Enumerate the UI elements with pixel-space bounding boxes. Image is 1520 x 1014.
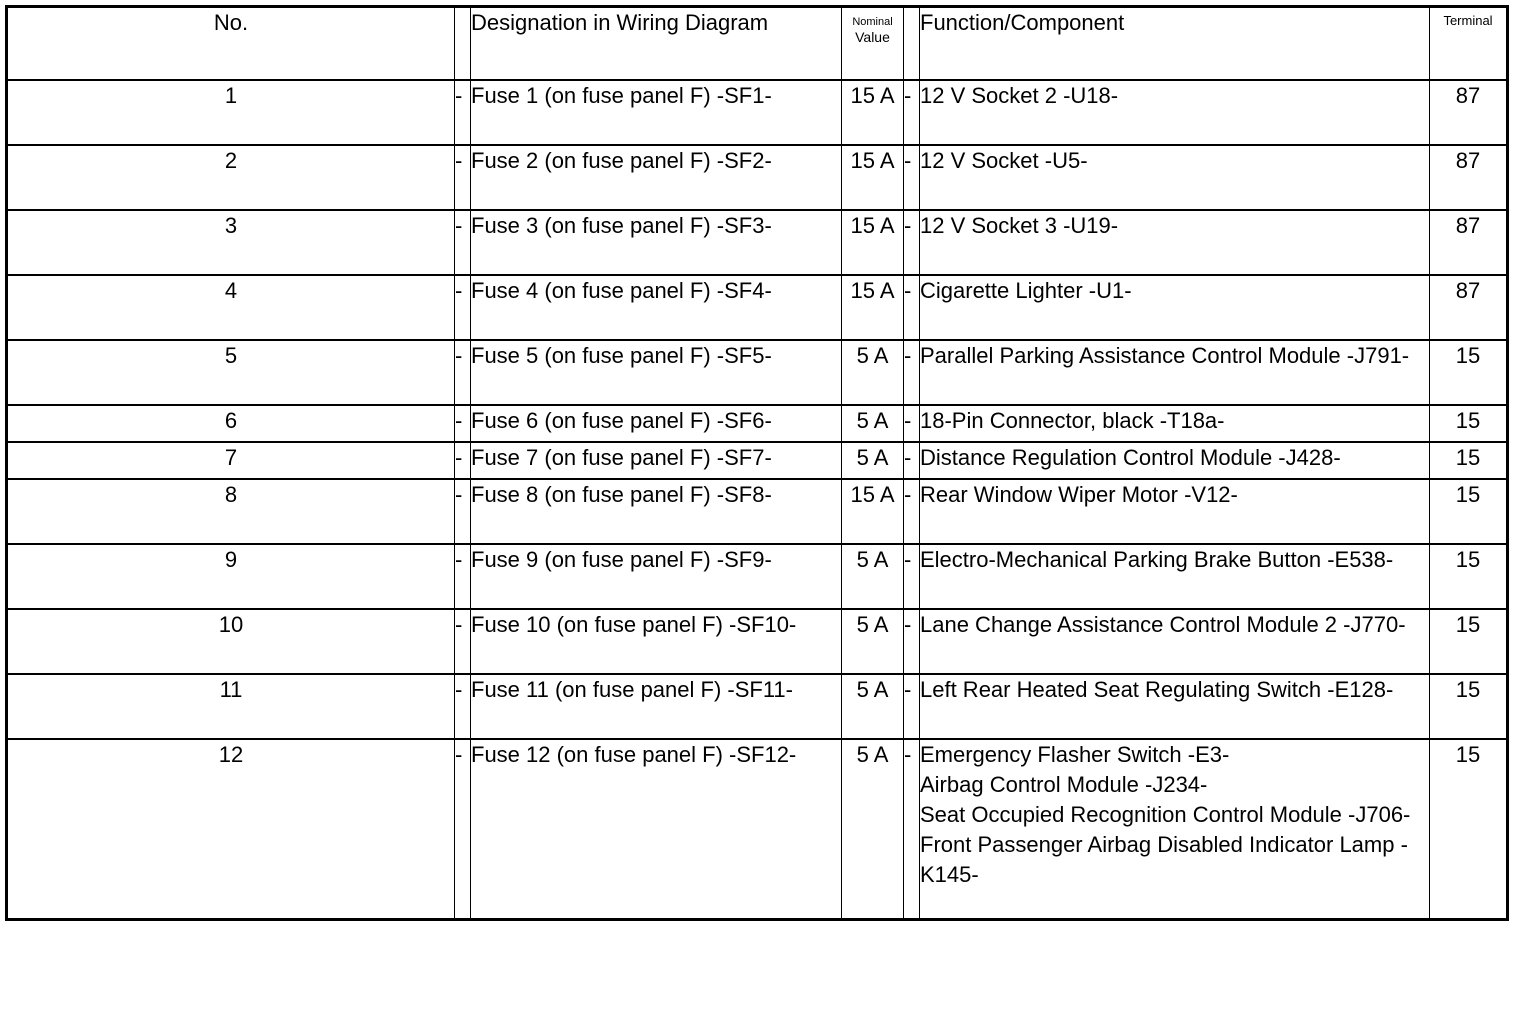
row-number: 1 [7,80,455,145]
function-line: 12 V Socket 3 -U19- [920,213,1119,238]
header-designation: Designation in Wiring Diagram [471,7,842,81]
row-terminal: 15 [1430,609,1508,674]
header-row [7,7,1508,81]
header-function: Function/Component [920,7,1430,81]
table-row [7,80,1508,145]
row-marker: - [455,210,471,275]
row-marker: - [904,609,920,674]
row-nominal-value: 5 A [842,739,904,920]
function-line: Cigarette Lighter -U1- [920,278,1132,303]
row-nominal-value: 15 A [842,275,904,340]
row-marker: - [455,609,471,674]
row-terminal: 87 [1430,275,1508,340]
function-line: 12 V Socket 2 -U18- [920,83,1119,108]
row-designation: Fuse 4 (on fuse panel F) -SF4- [471,275,842,340]
row-terminal: 15 [1430,405,1508,442]
header-nominal-line1: Nominal [852,16,893,28]
row-marker: - [455,674,471,739]
row-nominal-value: 5 A [842,405,904,442]
row-number: 3 [7,210,455,275]
row-marker: - [455,544,471,609]
function-line: Seat Occupied Recognition Control Module -J706- [920,802,1411,827]
row-marker: - [904,145,920,210]
row-terminal: 87 [1430,210,1508,275]
row-number: 11 [7,674,455,739]
row-marker: - [904,442,920,479]
header-nominal [842,7,904,81]
row-designation: Fuse 11 (on fuse panel F) -SF11- [471,674,842,739]
row-terminal: 15 [1430,340,1508,405]
header-spacer [455,7,471,81]
row-marker: - [455,442,471,479]
row-marker: - [904,479,920,544]
table-row [7,609,1508,674]
row-function [920,479,1430,544]
row-nominal-value: 5 A [842,609,904,674]
row-marker: - [455,739,471,920]
row-number: 7 [7,442,455,479]
table-row [7,544,1508,609]
row-designation: Fuse 1 (on fuse panel F) -SF1- [471,80,842,145]
row-number: 5 [7,340,455,405]
table-row [7,145,1508,210]
row-marker: - [904,210,920,275]
table-row [7,442,1508,479]
row-marker: - [904,80,920,145]
table-row [7,739,1508,920]
row-function [920,210,1430,275]
row-function [920,739,1430,920]
function-line: Parallel Parking Assistance Control Module -J791- [920,343,1410,368]
row-marker: - [904,544,920,609]
table-row [7,674,1508,739]
row-terminal: 15 [1430,479,1508,544]
function-line: Airbag Control Module -J234- [920,772,1208,797]
row-marker: - [455,479,471,544]
row-marker: - [455,340,471,405]
row-nominal-value: 15 A [842,479,904,544]
row-terminal: 15 [1430,442,1508,479]
row-function [920,145,1430,210]
table-row [7,210,1508,275]
row-marker: - [904,275,920,340]
function-line: Emergency Flasher Switch -E3- [920,742,1230,767]
row-function [920,442,1430,479]
row-function [920,275,1430,340]
row-marker: - [455,275,471,340]
row-function [920,405,1430,442]
function-line: Rear Window Wiper Motor -V12- [920,482,1238,507]
row-nominal-value: 5 A [842,442,904,479]
function-line: Front Passenger Airbag Disabled Indicator Lamp -K145- [920,832,1408,887]
row-designation: Fuse 2 (on fuse panel F) -SF2- [471,145,842,210]
row-designation: Fuse 10 (on fuse panel F) -SF10- [471,609,842,674]
row-marker: - [455,145,471,210]
header-spacer [904,7,920,81]
row-function [920,80,1430,145]
row-nominal-value: 15 A [842,145,904,210]
table-row [7,479,1508,544]
row-marker: - [904,405,920,442]
row-designation: Fuse 9 (on fuse panel F) -SF9- [471,544,842,609]
row-designation: Fuse 5 (on fuse panel F) -SF5- [471,340,842,405]
function-line: Electro-Mechanical Parking Brake Button -E538- [920,547,1394,572]
row-terminal: 15 [1430,739,1508,920]
row-designation: Fuse 7 (on fuse panel F) -SF7- [471,442,842,479]
row-terminal: 87 [1430,80,1508,145]
row-number: 12 [7,739,455,920]
function-line: Lane Change Assistance Control Module 2 -J770- [920,612,1406,637]
row-number: 8 [7,479,455,544]
row-terminal: 15 [1430,674,1508,739]
table-row [7,405,1508,442]
fuse-table [5,5,1509,921]
row-number: 4 [7,275,455,340]
row-marker: - [455,405,471,442]
row-nominal-value: 15 A [842,210,904,275]
row-marker: - [455,80,471,145]
table-row [7,340,1508,405]
header-terminal: Terminal [1430,7,1508,81]
row-function [920,340,1430,405]
header-no: No. [7,7,455,81]
row-nominal-value: 5 A [842,544,904,609]
row-terminal: 87 [1430,145,1508,210]
function-line: Distance Regulation Control Module -J428- [920,445,1341,470]
row-function [920,674,1430,739]
function-line: 18-Pin Connector, black -T18a- [920,408,1225,433]
row-nominal-value: 15 A [842,80,904,145]
row-marker: - [904,340,920,405]
row-terminal: 15 [1430,544,1508,609]
row-marker: - [904,674,920,739]
function-line: 12 V Socket -U5- [920,148,1088,173]
function-line: Left Rear Heated Seat Regulating Switch -E128- [920,677,1394,702]
row-function [920,609,1430,674]
row-number: 9 [7,544,455,609]
row-nominal-value: 5 A [842,674,904,739]
row-function [920,544,1430,609]
row-designation: Fuse 12 (on fuse panel F) -SF12- [471,739,842,920]
row-number: 2 [7,145,455,210]
row-nominal-value: 5 A [842,340,904,405]
row-designation: Fuse 3 (on fuse panel F) -SF3- [471,210,842,275]
row-marker: - [904,739,920,920]
table-row [7,275,1508,340]
row-designation: Fuse 6 (on fuse panel F) -SF6- [471,405,842,442]
row-number: 6 [7,405,455,442]
row-number: 10 [7,609,455,674]
header-nominal-line2: Value [855,29,890,45]
row-designation: Fuse 8 (on fuse panel F) -SF8- [471,479,842,544]
